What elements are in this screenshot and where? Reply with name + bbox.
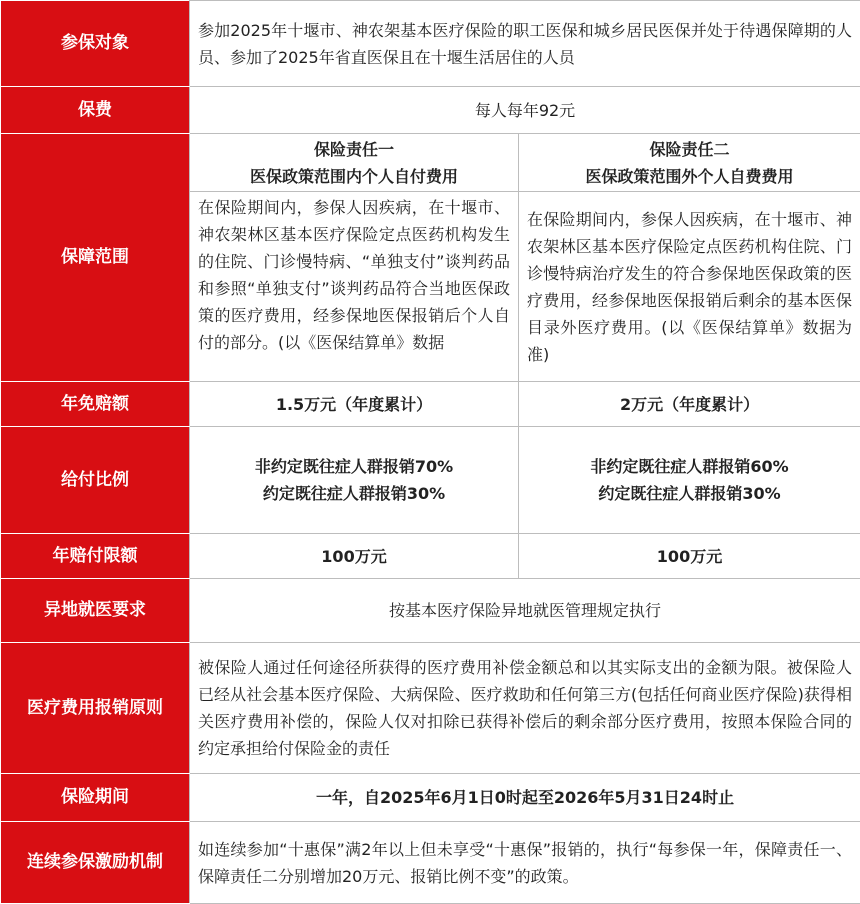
liability1-desc: 在保险期间内，参保人因疾病，在十堰市、神农架林区基本医疗保险定点医药机构发生的住院、门诊慢特病、“单独支付”谈判药品和参照“单独支付”谈判药品符合当地医保政策的医疗费用，经参保地医保报销后个人自付的部分。(以《医保结算单》数据 [190, 192, 519, 382]
deductible-value1: 1.5万元（年度累计） [190, 382, 519, 427]
row-period [1, 774, 860, 822]
row-ratio [1, 427, 860, 534]
label-insured: 参保对象 [1, 1, 190, 87]
row-principle [1, 643, 860, 774]
label-incentive: 连续参保激励机制 [1, 822, 190, 904]
liability1-title [190, 134, 519, 192]
liability2-desc: 在保险期间内，参保人因疾病，在十堰市、神农架林区基本医疗保险定点医药机构住院、门诊慢特病治疗发生的符合参保地医保政策的医疗费用，经参保地医保报销后剩余的基本医保目录外医疗费用。(以《医保结算单》数据为准) [519, 192, 860, 382]
ratio-value2-line1: 非约定既往症人群报销60% [527, 453, 852, 480]
liability2-title-line1: 保险责任二 [527, 136, 852, 163]
label-premium: 保费 [1, 87, 190, 134]
row-incentive [1, 822, 860, 904]
ratio-value1-line2: 约定既往症人群报销30% [198, 480, 510, 507]
ratio-value1-line1: 非约定既往症人群报销70% [198, 453, 510, 480]
value-incentive: 如连续参加“十惠保”满2年以上但未享受“十惠保”报销的，执行“每参保一年，保障责任一、保障责任二分别增加20万元、报销比例不变”的政策。 [190, 822, 860, 904]
liability1-title-line2: 医保政策范围内个人自付费用 [198, 163, 510, 190]
label-remote: 异地就医要求 [1, 579, 190, 643]
label-principle: 医疗费用报销原则 [1, 643, 190, 774]
row-deductible [1, 382, 860, 427]
row-limit [1, 534, 860, 579]
value-insured: 参加2025年十堰市、神农架基本医疗保险的职工医保和城乡居民医保并处于待遇保障期的人员、参加了2025年省直医保且在十堰生活居住的人员 [190, 1, 860, 87]
value-principle: 被保险人通过任何途径所获得的医疗费用补偿金额总和以其实际支出的金额为限。被保险人已经从社会基本医疗保险、大病保险、医疗救助和任何第三方(包括任何商业医疗保险)获得相关医疗费用补偿的，保险人仅对扣除已获得补偿后的剩余部分医疗费用，按照本保险合同的约定承担给付保险金的责任 [190, 643, 860, 774]
label-ratio: 给付比例 [1, 427, 190, 534]
ratio-value2-line2: 约定既往症人群报销30% [527, 480, 852, 507]
ratio-value2 [519, 427, 860, 534]
label-coverage: 保障范围 [1, 134, 190, 382]
row-remote [1, 579, 860, 643]
deductible-value2: 2万元（年度累计） [519, 382, 860, 427]
liability1-title-line1: 保险责任一 [198, 136, 510, 163]
limit-value1: 100万元 [190, 534, 519, 579]
limit-value2: 100万元 [519, 534, 860, 579]
value-period: 一年，自2025年6月1日0时起至2026年5月31日24时止 [190, 774, 860, 822]
liability2-title [519, 134, 860, 192]
value-remote: 按基本医疗保险异地就医管理规定执行 [190, 579, 860, 643]
row-premium [1, 87, 860, 134]
value-premium: 每人每年92元 [190, 87, 860, 134]
row-coverage-titles [1, 134, 860, 192]
label-period: 保险期间 [1, 774, 190, 822]
label-deductible: 年免赔额 [1, 382, 190, 427]
liability2-title-line2: 医保政策范围外个人自费费用 [527, 163, 852, 190]
label-limit: 年赔付限额 [1, 534, 190, 579]
ratio-value1 [190, 427, 519, 534]
row-insured [1, 1, 860, 87]
